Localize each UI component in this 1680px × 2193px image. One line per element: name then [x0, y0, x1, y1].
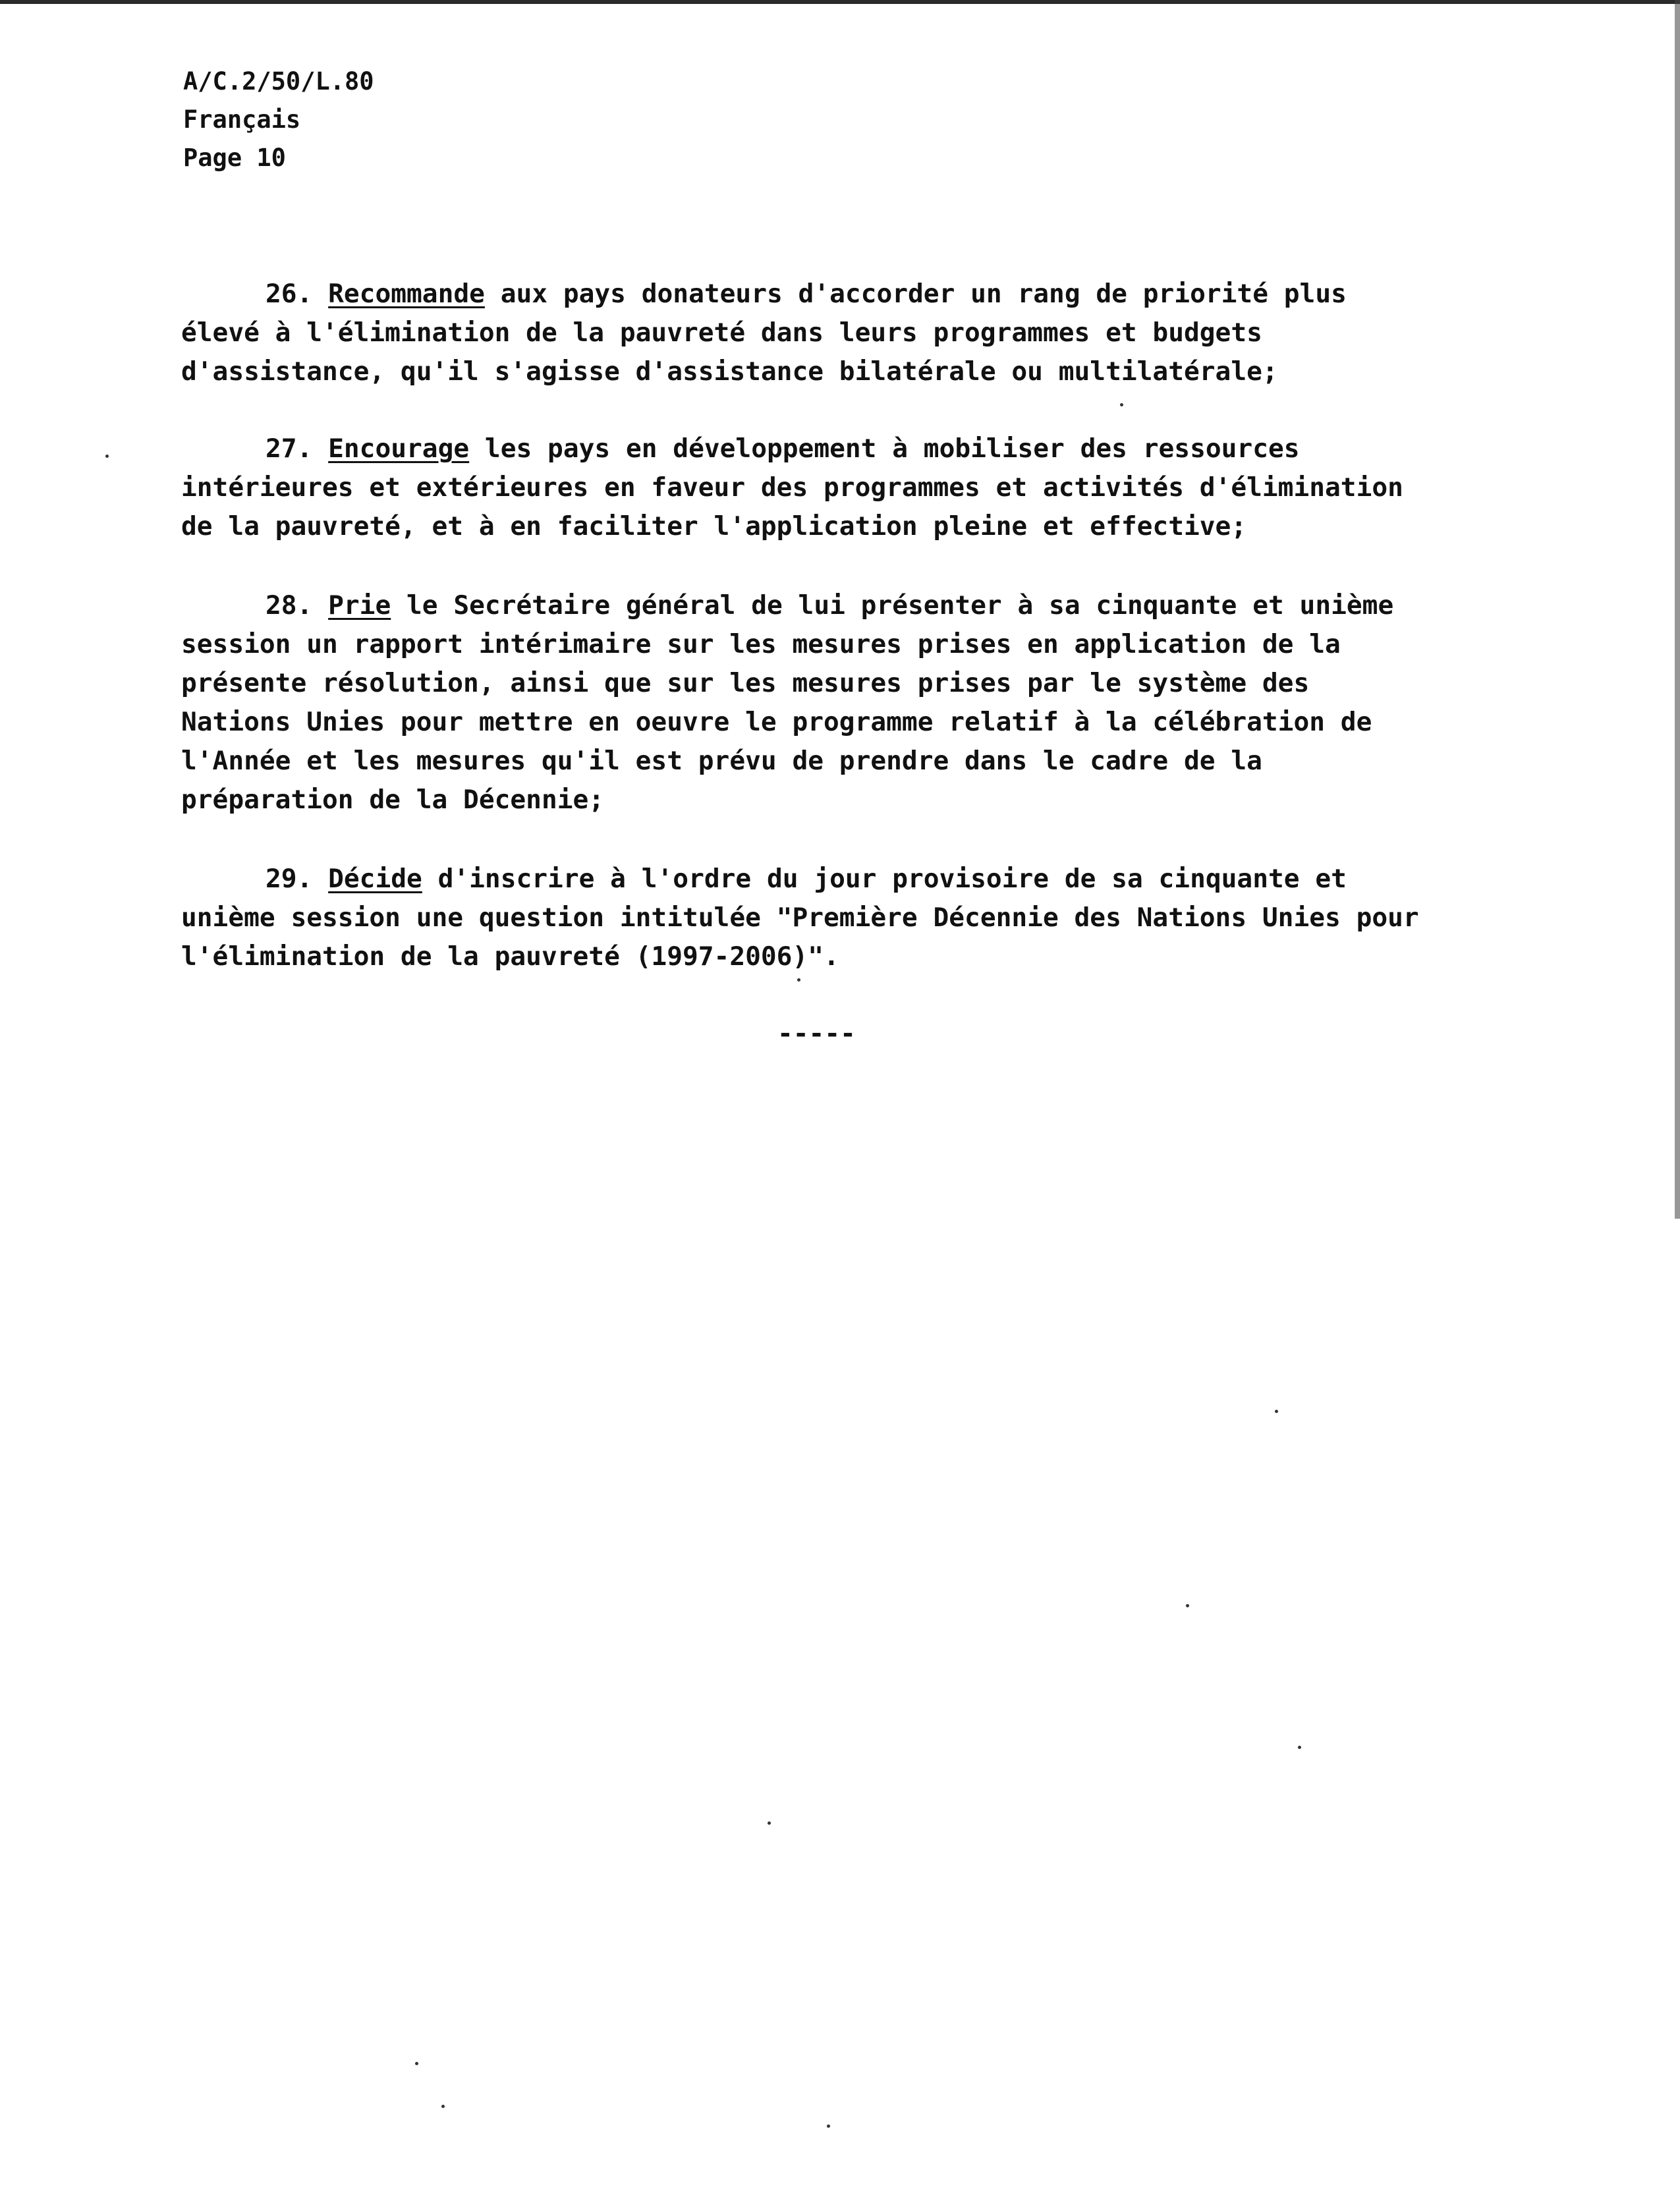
document-language: Français [183, 105, 301, 134]
scan-top-border [0, 0, 1680, 4]
scan-speck [1120, 403, 1123, 406]
operative-verb: Recommande [328, 279, 485, 309]
scan-right-border [1675, 0, 1680, 1219]
page-number: Page 10 [183, 144, 286, 172]
paragraph-text: les pays en développement à mobiliser des ressources intérieures et extérieures en faveur des programmes et activités d'élimination de la pauvreté, et à en faciliter l'application pleine et effective; [181, 433, 1403, 541]
paragraph-text: d'inscrire à l'ordre du jour provisoire de sa cinquante et unième session une question intitulée "Première Décennie des Nations Unies pour l'élimination de la pauvreté (1997-2006)". [181, 864, 1419, 972]
scan-speck [827, 2124, 830, 2128]
scan-speck [441, 2105, 445, 2108]
paragraph-28 [181, 586, 1522, 819]
scan-speck [105, 455, 109, 458]
paragraph-number: 29. [266, 864, 313, 894]
scan-speck [1275, 1410, 1278, 1413]
paragraph-26 [181, 275, 1522, 391]
operative-verb: Décide [328, 864, 422, 894]
end-of-document-marker: ----- [777, 1018, 856, 1049]
paragraph-29 [181, 860, 1522, 976]
operative-verb: Encourage [328, 433, 470, 464]
paragraph-text: le Secrétaire général de lui présenter à sa cinquante et unième session un rapport intérimaire sur les mesures prises en application de la présente résolution, ainsi que sur les mesures prises par le système des Nations Unies pour mettre en oeuvre le programme relatif à la célébration de l'Année et les mesures qu'il est prévu de prendre dans le cadre de la préparation de la Décennie; [181, 590, 1394, 815]
paragraph-number: 28. [266, 590, 313, 621]
paragraph-text: aux pays donateurs d'accorder un rang de priorité plus élevé à l'élimination de la pauvreté dans leurs programmes et budgets d'assistance, qu'il s'agisse d'assistance bilatérale ou multilatérale; [181, 279, 1347, 387]
paragraph-number: 27. [266, 433, 313, 464]
scan-speck [415, 2062, 418, 2065]
operative-verb: Prie [328, 590, 391, 621]
paragraph-number: 26. [266, 279, 313, 309]
scan-speck [1186, 1604, 1189, 1607]
scan-speck [1298, 1746, 1301, 1749]
document-header [183, 63, 374, 177]
paragraph-27 [181, 430, 1522, 546]
scan-speck [797, 978, 800, 982]
scan-speck [768, 1821, 771, 1825]
document-symbol: A/C.2/50/L.80 [183, 67, 374, 96]
